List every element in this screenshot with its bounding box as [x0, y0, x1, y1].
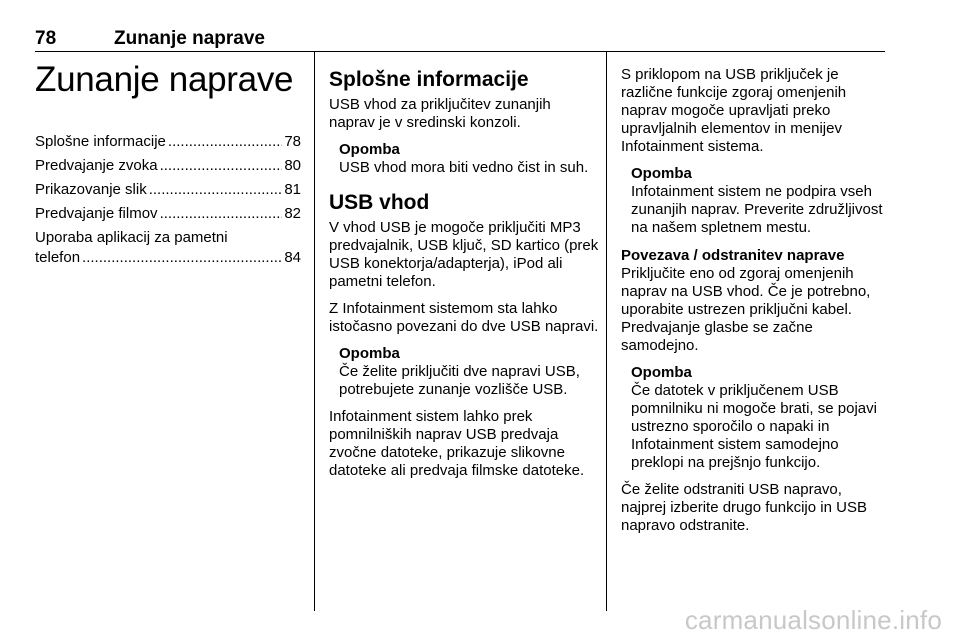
column-right	[621, 52, 889, 544]
note-title: Opomba	[339, 345, 400, 362]
toc-page: 84	[284, 249, 301, 266]
toc-entry[interactable]	[35, 228, 301, 268]
note-title: Opomba	[631, 364, 692, 381]
toc-leader	[168, 132, 282, 152]
toc-entry[interactable]	[35, 180, 301, 200]
paragraph: Če želite odstraniti USB napravo, najprej izberite drugo funkcijo in USB napravo odstranite.	[621, 481, 867, 534]
note-body: Če datotek v priključenem USB pomnilniku ni mogoče brati, se pojavi ustrezno sporočilo o napaki in Infotainment sistem samodejno preklopi na prejšnjo funkcijo.	[631, 382, 877, 471]
note-body: USB vhod mora biti vedno čist in suh.	[339, 159, 589, 176]
running-title: Zunanje naprave	[114, 28, 265, 49]
toc-page: 78	[284, 133, 301, 150]
toc-page: 82	[284, 205, 301, 222]
table-of-contents	[35, 132, 301, 268]
toc-page: 81	[284, 181, 301, 198]
page-header	[35, 27, 885, 52]
page-number: 78	[35, 28, 57, 49]
subheading-connect-remove: Povezava / odstranitev naprave	[621, 247, 845, 264]
section-heading-general: Splošne informacije	[329, 68, 529, 91]
toc-entry[interactable]	[35, 204, 301, 224]
paragraph: S priklopom na USB priključek je različne funkcije zgoraj omenjenih naprav mogoče upravljati preko upravljalnih elementov in menijev Infotainment sistema.	[621, 66, 847, 155]
column-divider-2	[606, 51, 607, 611]
toc-entry[interactable]	[35, 132, 301, 152]
paragraph: USB vhod za priključitev zunanjih naprav je v sredinski konzoli.	[329, 96, 551, 131]
toc-label: Prikazovanje slik	[35, 181, 147, 198]
toc-label: Predvajanje filmov	[35, 205, 158, 222]
note-title: Opomba	[631, 165, 692, 182]
watermark: carmanualsonline.info	[684, 605, 942, 635]
paragraph: V vhod USB je mogoče priključiti MP3 predvajalnik, USB ključ, SD kartico (prek USB konektorja/adapterja), iPod ali pametni telefon.	[329, 219, 599, 290]
toc-label-line1: Uporaba aplikacij za pametni	[35, 229, 228, 246]
toc-label: telefon	[35, 249, 81, 266]
column-middle	[329, 52, 599, 489]
toc-leader	[160, 204, 283, 224]
toc-label: Predvajanje zvoka	[35, 157, 158, 174]
note-title: Opomba	[339, 141, 400, 158]
toc-page: 80	[284, 157, 301, 174]
toc-leader	[149, 180, 283, 200]
toc-entry[interactable]	[35, 156, 301, 176]
section-heading-usb: USB vhod	[329, 191, 430, 214]
paragraph: Priključite eno od zgoraj omenjenih naprav na USB vhod. Če je potrebno, uporabite ustrezen priključni kabel. Predvajanje glasbe se začne samodejno.	[621, 265, 871, 354]
column-divider-1	[314, 51, 315, 611]
column-left	[35, 52, 301, 272]
paragraph: Z Infotainment sistemom sta lahko istočasno povezani do dve USB napravi.	[329, 300, 599, 335]
toc-leader	[82, 248, 282, 268]
note-body: Infotainment sistem ne podpira vseh zunanjih naprav. Preverite združljivost na našem spletnem mestu.	[631, 183, 883, 236]
chapter-title: Zunanje naprave	[35, 60, 294, 99]
paragraph: Infotainment sistem lahko prek pomnilniških naprav USB predvaja zvočne datoteke, prikazuje slikovne datoteke ali predvaja filmske datoteke.	[329, 408, 585, 479]
toc-leader	[160, 156, 283, 176]
note-box	[621, 165, 889, 237]
note-box	[329, 345, 599, 399]
note-body: Če želite priključiti dve napravi USB, potrebujete zunanje vozlišče USB.	[339, 363, 580, 398]
note-box	[329, 141, 599, 177]
toc-label: Splošne informacije	[35, 133, 166, 150]
note-box	[621, 364, 889, 472]
